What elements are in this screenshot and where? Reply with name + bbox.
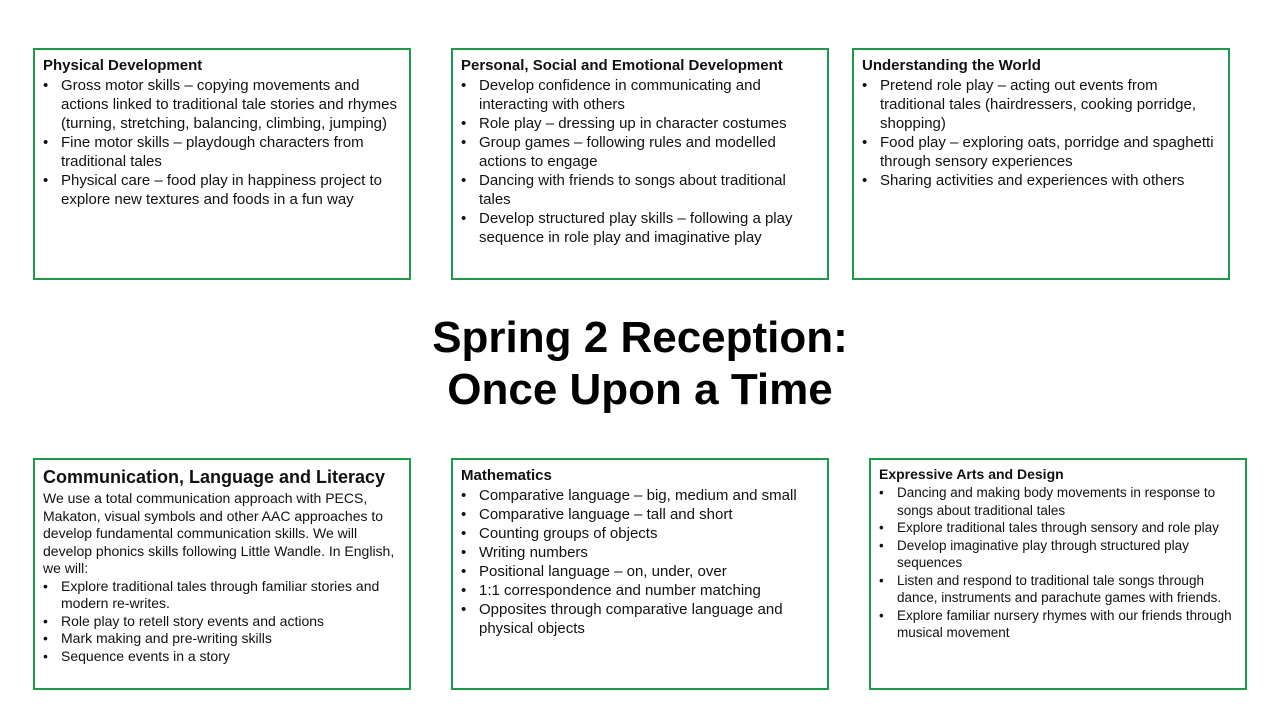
physical-development-box — [33, 48, 411, 280]
list-item: • Mark making and pre-writing skills — [43, 630, 401, 648]
mathematics-heading: Mathematics — [461, 467, 552, 484]
list-item: • Pretend role play – acting out events from traditional tales (hairdressers, cooking porridge, shopping) — [862, 76, 1220, 133]
list-item: • Comparative language – big, medium and small — [461, 486, 819, 505]
understanding-world-box — [852, 48, 1230, 280]
cll-box — [33, 458, 411, 690]
list-item: • 1:1 correspondence and number matching — [461, 581, 819, 600]
list-item: • Dancing with friends to songs about traditional tales — [461, 171, 819, 209]
list-item: • Role play – dressing up in character costumes — [461, 114, 819, 133]
list-item: • Explore familiar nursery rhymes with our friends through musical movement — [879, 607, 1237, 642]
psed-list — [461, 76, 819, 247]
mathematics-list — [461, 486, 819, 638]
list-item: • Food play – exploring oats, porridge and spaghetti through sensory experiences — [862, 133, 1220, 171]
list-item: • Writing numbers — [461, 543, 819, 562]
list-item: • Sharing activities and experiences with others — [862, 171, 1220, 190]
list-item: • Explore traditional tales through sensory and role play — [879, 519, 1237, 537]
list-item: • Physical care – food play in happiness project to explore new textures and foods in a fun way — [43, 171, 401, 209]
expressive-arts-heading: Expressive Arts and Design — [879, 466, 1064, 482]
list-item: • Develop confidence in communicating and interacting with others — [461, 76, 819, 114]
list-item: • Gross motor skills – copying movements and actions linked to traditional tale stories and rhymes (turning, stretching, balancing, climbing, jumping) — [43, 76, 401, 133]
list-item: • Develop structured play skills – following a play sequence in role play and imaginative play — [461, 209, 819, 247]
understanding-world-list — [862, 76, 1220, 190]
psed-heading: Personal, Social and Emotional Development — [461, 57, 783, 74]
page-title — [340, 312, 940, 416]
expressive-arts-list — [879, 484, 1237, 642]
list-item: • Comparative language – tall and short — [461, 505, 819, 524]
list-item: • Opposites through comparative language and physical objects — [461, 600, 819, 638]
list-item: • Fine motor skills – playdough characters from traditional tales — [43, 133, 401, 171]
page-title-line-2: Once Upon a Time — [447, 365, 833, 414]
psed-box — [451, 48, 829, 280]
page-title-line-1: Spring 2 Reception: — [432, 313, 848, 362]
cll-heading: Communication, Language and Literacy — [43, 467, 386, 487]
physical-development-list — [43, 76, 401, 209]
list-item: • Counting groups of objects — [461, 524, 819, 543]
cll-list — [43, 578, 401, 666]
list-item: • Explore traditional tales through familiar stories and modern re-writes. — [43, 578, 401, 613]
list-item: • Sequence events in a story — [43, 648, 401, 666]
expressive-arts-box — [869, 458, 1247, 690]
list-item: • Positional language – on, under, over — [461, 562, 819, 581]
mathematics-box — [451, 458, 829, 690]
cll-intro: We use a total communication approach with PECS, Makaton, visual symbols and other AAC approaches to develop fundamental communication skills. We will develop phonics skills following Little Wandle. In English, we will: — [43, 490, 395, 576]
understanding-world-heading: Understanding the World — [862, 57, 1041, 74]
physical-development-heading: Physical Development — [43, 57, 203, 74]
list-item: • Listen and respond to traditional tale songs through dance, instruments and parachute games with friends. — [879, 572, 1237, 607]
list-item: • Dancing and making body movements in response to songs about traditional tales — [879, 484, 1237, 519]
list-item: • Role play to retell story events and actions — [43, 613, 401, 631]
list-item: • Develop imaginative play through structured play sequences — [879, 537, 1237, 572]
list-item: • Group games – following rules and modelled actions to engage — [461, 133, 819, 171]
